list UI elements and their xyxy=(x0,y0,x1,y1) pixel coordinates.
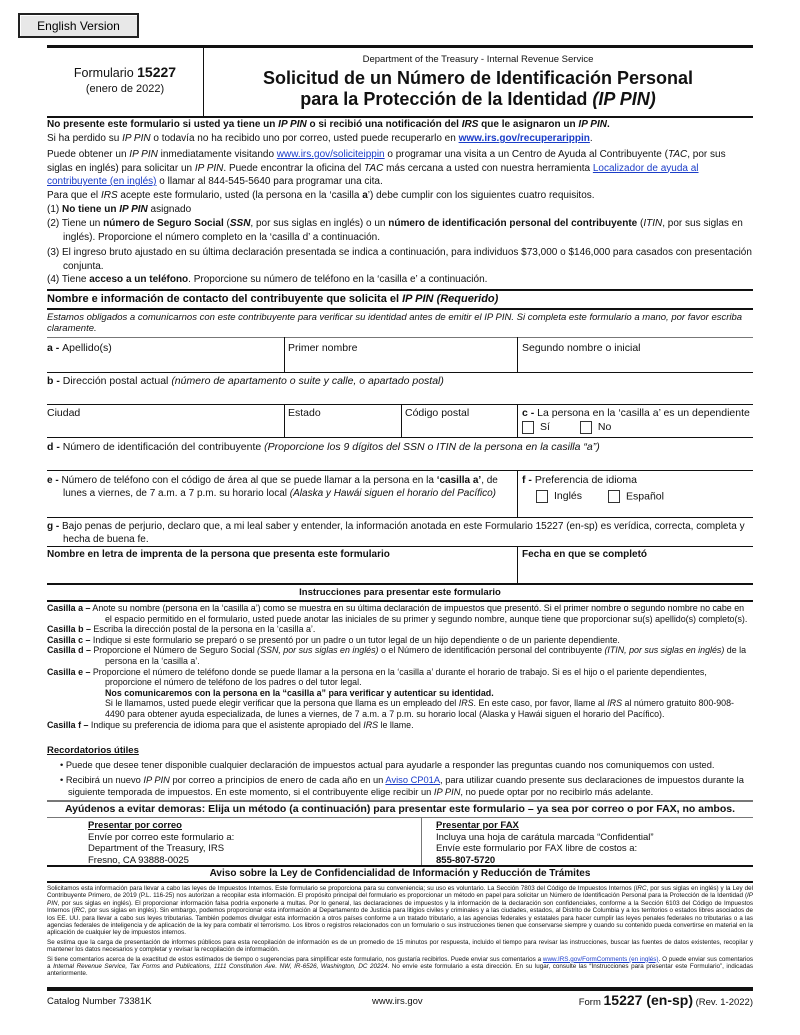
field-printed-name[interactable] xyxy=(47,549,515,582)
text-segment: (Proporcione los 9 dígitos del SSN o ITIN de la persona en la casilla “a”) xyxy=(264,441,600,453)
instructions-list xyxy=(47,603,753,730)
instruction-key: Casilla d – xyxy=(47,645,91,656)
field-zip[interactable] xyxy=(405,407,517,437)
text-segment: IP PIN xyxy=(47,892,753,907)
text-segment: , para utilizar cuando presente sus declaraciones de impuestos durante la siguiente temporada de impuestos. En este momento, si el contribuyente elige recibir un xyxy=(68,775,744,797)
text-segment: , por sus siglas en inglés). Sin embargo, podemos proporcionar esta información al Departamento de Justicia para litigios civiles y criminales y a las ciudades, estados, al Distrito de Columbia y a los territorios o estados libres asociados de los EE. UU. para llevar a cabo sus leyes tributarias. También podemos divulgar esta información a otros países conforme a un tratado tributario, a las agencias federales y estatales para hacer cumplir las leyes penales federales no tributarias o a las agencias federales de inteligencia y de aplicación de la ley para combatir el terrorismo. Los libros o registros relacionados con un formulario o sus instrucciones tienen que conservarse siempre y cuando su contenido pueda convertirse en material en la aplicación de cualquier ley de impuestos internos. xyxy=(47,907,753,937)
divider xyxy=(517,337,518,372)
form-label: Formulario xyxy=(73,66,134,80)
text-segment: , por sus siglas en inglés) y la Ley del Contribuyente Primero, de 2019 (P.L. 116-25) nos autorizan a recopilar esta información. El propósito principal del formulario es proporcionar un método en papel para solicitar un Número de Identificación Personal para la Protección de la Identidad ( xyxy=(47,885,753,900)
divider xyxy=(47,817,753,818)
text-segment: (1) xyxy=(47,204,62,215)
text-segment: (número de apartamento o suite y calle, o apartado postal) xyxy=(171,375,444,387)
instruction-note xyxy=(47,688,753,699)
text-segment: o todavía no ha recibido uno por correo, usted puede recuperarlo en xyxy=(150,133,459,144)
text-segment: • Puede que desee tener disponible cualquier declaración de impuestos actual para ayudarle a responder las preguntas cuando nos comuniquemos con usted. xyxy=(60,760,715,770)
text-segment: . xyxy=(606,119,610,130)
label xyxy=(47,441,600,453)
instruction-key: Casilla c – xyxy=(47,634,91,645)
divider xyxy=(47,583,753,585)
field-taxpayer-id[interactable] xyxy=(47,441,753,470)
requirement-4 xyxy=(47,273,753,287)
instruction-key: Casilla e – xyxy=(47,666,91,677)
instruction-item xyxy=(47,603,753,624)
text-segment: . xyxy=(589,133,593,144)
label: Fecha en que se completó xyxy=(522,549,648,560)
mail-line: Fresno, CA 93888-0025 xyxy=(88,854,189,866)
revision: (Rev. 1-2022) xyxy=(692,997,753,1008)
spanish-label: Español xyxy=(626,490,664,503)
divider xyxy=(47,865,753,867)
mail-option xyxy=(88,820,234,866)
text-segment: , por sus siglas en inglés). El proporcionar información falsa podría exponerle a multas. Por lo general, las declaraciones de impuestos y la información de la declaración son confidenciales, conforme a la Sección 6103 del Código de Impuestos Internos ( xyxy=(47,899,753,915)
text-segment: más cercana a usted con nuestra herramienta xyxy=(383,162,593,174)
text-segment: o si recibió una notificación del xyxy=(306,119,462,130)
text-segment: , por sus siglas en inglés) o un xyxy=(250,218,389,229)
text-segment: ’) debe cumplir con los siguientes cuatro requisitos. xyxy=(367,190,595,201)
text-segment: Número de identificación del contribuyente xyxy=(62,441,265,453)
text-segment: IRC xyxy=(73,907,85,915)
english-version-button[interactable]: English Version xyxy=(18,13,139,38)
text-segment: a xyxy=(362,190,368,201)
text-segment: o programar una visita a un Centro de Ayuda al Contribuyente ( xyxy=(384,149,668,160)
text-segment: a - xyxy=(47,342,63,354)
text-segment: acceso a un teléfono xyxy=(89,274,189,285)
fax-line: Incluya una hoja de carátula marcada “Confidential” xyxy=(436,831,654,843)
text-segment: Preferencia de idioma xyxy=(534,474,637,486)
fax-number: 855-807-5720 xyxy=(436,854,496,866)
text-segment: IRS xyxy=(363,719,379,730)
text-segment: (3) El ingreso bruto ajustado en su última declaración presentada se indica a continuación, para individuos $73,000 o $146,000 para casados con presentación conjunta. xyxy=(47,247,752,272)
text-segment: Bajo penas de perjurio, declaro que, a mi leal saber y entender, la información anotada en este Formulario 15227 (en-sp) es verídica, correcta, completa y hecha de buena fe. xyxy=(62,521,745,545)
text-segment: c - xyxy=(522,407,538,419)
text-segment: ( xyxy=(223,218,230,229)
text-segment: • Recibirá un nuevo xyxy=(60,775,144,785)
text-segment: asignado xyxy=(147,204,192,215)
instruction-key: Casilla a – xyxy=(47,603,91,613)
divider xyxy=(47,289,753,291)
text-segment: de la persona en la ‘casilla a’. xyxy=(105,645,747,666)
field-last-name[interactable] xyxy=(47,342,284,372)
mail-line: Envíe por correo este formulario a: xyxy=(88,831,235,843)
form-number-value: 15227 xyxy=(137,64,177,80)
text-segment: d - xyxy=(47,441,63,453)
perjury-statement xyxy=(47,520,753,546)
dependent-no-checkbox[interactable] xyxy=(580,421,592,434)
text-segment: Solicitamos esta información para llevar a cabo las leyes de Impuestos Internos. Este formulario se proporciona para su conveniencia; su uso es voluntario. La Sección 7803 del Código de Impuestos Internos ( xyxy=(47,885,636,892)
text-segment: b - xyxy=(47,375,63,387)
text-segment: Proporcione el número de teléfono donde se puede llamar a la persona en la ‘casilla a’ durante el horario de trabajo. Si es el hijo o el pariente dependientes, proporcione el número de teléfono de los padres o del tutor legal. xyxy=(90,666,707,688)
text-segment: Si ha perdido su xyxy=(47,133,123,144)
field-dependent xyxy=(522,406,753,434)
title-text: para la Protección de la Identidad xyxy=(300,89,593,109)
instruction-item xyxy=(47,720,753,731)
divider xyxy=(421,818,422,865)
label xyxy=(47,342,112,354)
divider xyxy=(47,546,753,547)
text-segment: Indique si este formulario se preparó o se presentó por un padre o un tutor legal de un hijo dependiente o de un pariente dependiente. xyxy=(90,634,620,645)
instruction-item xyxy=(47,645,753,666)
text-segment: Anote su nombre (persona en la ‘casilla a’) como se muestra en su última declaración de impuestos que presentó. Si el primer nombre o segundo nombre no cabe en el espacio permitido en el formulario, usted puede anotar las iniciales de su primer y segundo nombre, aunque tiene que proporcionar su(s) apellido(s) completo(s). xyxy=(90,603,748,624)
title-line-2 xyxy=(203,89,753,110)
text-segment: g - xyxy=(47,521,62,532)
intro-requirements xyxy=(47,189,753,203)
text-segment: , no puede optar por no recibirlo más adelante. xyxy=(460,787,654,797)
text-segment: IRS xyxy=(458,698,474,709)
text-segment: acepte este formulario, usted (la persona en la ‘casilla xyxy=(117,190,363,201)
label: Código postal xyxy=(405,407,470,419)
text-segment: TAC xyxy=(667,149,688,160)
section-note: Estamos obligados a comunicarnos con este contribuyente para verificar su identidad antes de emitir el IP PIN. Si completa este formulario a mano, por favor escriba claramente. xyxy=(47,312,743,334)
instruction-item xyxy=(47,624,753,635)
label xyxy=(47,375,444,387)
text-segment: ‘casilla a’ xyxy=(436,475,482,486)
instruction-key: Casilla b – xyxy=(47,624,91,635)
requirement-2 xyxy=(47,217,753,245)
text-segment: . O puede enviar sus comentarios a xyxy=(47,955,753,971)
warning-line xyxy=(47,118,753,132)
reminder-item xyxy=(60,759,750,771)
divider xyxy=(47,45,753,48)
text-segment: Si tiene comentarios acerca de la exactitud de estos estimados de tiempo o sugerencias para simplificar este formulario, nos gustaría recibirlos. Puede enviar sus comentarios a xyxy=(47,955,543,963)
divider xyxy=(47,987,753,991)
title-ip-pin: (IP PIN) xyxy=(592,89,656,109)
field-date[interactable] xyxy=(522,549,753,582)
text-segment: IP PIN xyxy=(119,204,148,215)
link[interactable]: Localizador de ayuda al contribuyente (en inglés) xyxy=(47,162,699,187)
text-segment: que le asignaron un xyxy=(478,119,579,130)
privacy-paragraph xyxy=(47,956,753,978)
text-segment: IRS xyxy=(607,698,623,709)
form-date: (enero de 2022) xyxy=(85,83,165,95)
text-segment: TAC xyxy=(364,162,384,174)
form-prefix: Form xyxy=(578,997,604,1008)
text-segment: Escriba la dirección postal de la persona en la ‘casilla a’. xyxy=(90,624,316,635)
text-segment: IP PIN xyxy=(402,293,434,305)
section-heading xyxy=(47,292,753,306)
text-segment: Puede obtener un xyxy=(47,149,130,160)
text-segment: IP PIN xyxy=(578,119,607,130)
divider xyxy=(47,308,753,310)
divider xyxy=(47,800,753,802)
divider xyxy=(47,404,753,405)
text-segment: La persona en la ‘casilla a’ es un dependiente xyxy=(537,407,750,419)
text-segment: . Proporcione su número de teléfono en la ‘casilla e’ a continuación. xyxy=(188,274,488,285)
no-label: No xyxy=(597,421,612,433)
text-segment: f - xyxy=(522,474,535,486)
text-segment: IP PIN xyxy=(194,162,224,174)
divider xyxy=(517,404,518,437)
intro-warning xyxy=(47,118,753,146)
reminders-title: Recordatorios útiles xyxy=(47,745,139,756)
text-segment: No presente este formulario si usted ya tiene un xyxy=(47,119,279,130)
field-address[interactable] xyxy=(47,375,753,404)
reminder-item xyxy=(60,774,750,798)
fax-title: Presentar por FAX xyxy=(436,820,519,831)
text-segment: o llamar al 844-545-5640 para programar una cita. xyxy=(156,176,383,187)
text-segment: IRS xyxy=(100,190,118,201)
text-segment: Proporcione el Número de Seguro Social xyxy=(90,645,258,656)
link[interactable]: www.irs.gov/recuperarippin xyxy=(458,133,590,144)
mail-line: Department of the Treasury, IRS xyxy=(88,843,225,854)
text-segment: (Requerido) xyxy=(433,293,499,305)
text-segment: (4) Tiene xyxy=(47,274,90,285)
mail-title: Presentar por correo xyxy=(88,820,182,831)
text-segment: IP PIN xyxy=(129,149,158,160)
title-line-1: Solicitud de un Número de Identificación Personal xyxy=(262,68,694,88)
divider xyxy=(47,372,753,373)
label xyxy=(47,475,498,499)
text-segment: Número de teléfono con el código de área al que se puede llamar a la persona en la xyxy=(61,475,437,486)
text-segment: SSN xyxy=(229,218,251,229)
text-segment: inmediatamente visitando xyxy=(157,149,277,160)
label: Nombre en letra de imprenta de la persona que presenta este formulario xyxy=(47,549,390,560)
text-segment: por correo a principios de enero de cada año en un xyxy=(169,775,386,785)
divider xyxy=(284,404,285,437)
page-title xyxy=(203,68,753,110)
text-segment: ITIN xyxy=(643,218,663,229)
text-segment: Se estima que la carga de presentación de informes públicos para esta recopilación de información es de un promedio de 15 minutos por respuesta, incluido el tiempo para revisar las instrucciones, buscar las fuentes de datos existentes, recopilar y mantener los datos necesarios y completar y revisar la recopilación de información. xyxy=(47,938,753,954)
link[interactable]: www.IRS.gov/FormComments (en inglés) xyxy=(542,955,659,963)
label xyxy=(522,406,753,420)
instruction-item xyxy=(47,667,753,688)
privacy-paragraph xyxy=(47,939,753,954)
text-segment: e - xyxy=(47,475,62,486)
privacy-paragraph xyxy=(47,885,753,937)
dependent-yes-checkbox[interactable] xyxy=(522,421,534,434)
text-segment: Dirección postal actual xyxy=(62,375,172,387)
divider xyxy=(517,470,518,517)
text-segment: número de Seguro Social xyxy=(103,218,224,229)
text-segment: Nombre e información de contacto del contribuyente que solicita el xyxy=(47,293,403,305)
label xyxy=(522,474,753,486)
field-middle-name[interactable] xyxy=(522,342,753,372)
language-spanish-checkbox[interactable] xyxy=(608,490,620,503)
footer-site: www.irs.gov xyxy=(372,996,423,1007)
text-segment: (SSN, por sus siglas en inglés) xyxy=(257,645,379,656)
text-segment: ( xyxy=(637,218,644,229)
label: Segundo nombre o inicial xyxy=(522,342,641,354)
text-segment: IRS xyxy=(461,119,479,130)
requirement-3 xyxy=(47,246,753,274)
field-first-name[interactable] xyxy=(288,342,517,372)
text-segment: le llame. xyxy=(378,719,414,730)
text-segment: . Puede encontrar la oficina del xyxy=(223,162,365,174)
text-segment: Internal Revenue Service, Tax Forms and Publications, 1111 Constitution Ave. NW, IR-6526, Washington, DC 20224 xyxy=(53,963,388,971)
yes-label: Sí xyxy=(540,421,550,433)
text-segment: (ITIN, por sus siglas en inglés) xyxy=(604,645,725,656)
divider xyxy=(47,517,753,518)
text-segment: , por sus siglas en inglés). Proporcione el número completo en la ‘casilla d’ a continuación. xyxy=(63,218,743,243)
recover-line xyxy=(47,132,753,146)
text-segment: (2) Tiene un xyxy=(47,218,104,229)
fax-line: Envíe este formulario por FAX libre de costos a: xyxy=(436,843,638,854)
instruction-key: Casilla f – xyxy=(47,719,89,730)
label: Estado xyxy=(288,407,321,419)
text-segment: o el Número de identificación personal del contribuyente xyxy=(378,645,605,656)
agency: Department of the Treasury - Internal Revenue Service xyxy=(362,54,594,65)
text-segment: , de lunes a viernes, de 7 a.m. a 7 p.m. su horario local xyxy=(63,475,498,499)
text-segment: Para que el xyxy=(47,190,101,201)
field-city[interactable] xyxy=(47,407,284,437)
instruction-item xyxy=(47,635,753,646)
field-state[interactable] xyxy=(288,407,401,437)
instructions-title: Instrucciones para presentar este formulario xyxy=(299,587,501,598)
text-segment: No tiene un xyxy=(62,204,120,215)
catalog-number: Catalog Number 73381K xyxy=(47,996,152,1007)
divider xyxy=(517,546,518,583)
text-segment: Apellido(s) xyxy=(62,342,112,354)
text-segment: al número gratuito 800-908-4490 para obtener ayuda especializada, de lunes a viernes, de 7 a.m. a 7 p.m. su horario local (Alaska y Hawái siguen el horario del Pacífico). xyxy=(105,698,735,719)
reminders-list xyxy=(60,759,750,801)
language-english-checkbox[interactable] xyxy=(536,490,548,503)
text-segment: Indique su preferencia de idioma para que el asistente apropiado del xyxy=(88,719,364,730)
requirement-1 xyxy=(47,203,753,217)
form-number xyxy=(47,64,203,80)
divider xyxy=(284,337,285,372)
field-language xyxy=(522,474,753,503)
text-segment: . No envíe este formulario a esta dirección. En su lugar, consulte las “Instrucciones para presentar este Formulario”, indicadas anteriormente. xyxy=(47,963,753,978)
intro-obtain xyxy=(47,148,753,189)
privacy-title: Aviso sobre la Ley de Confidencialidad de Información y Reducción de Trámites xyxy=(209,868,591,879)
divider xyxy=(401,404,402,437)
divider xyxy=(47,470,753,471)
text-segment: IRC xyxy=(635,885,647,892)
text-segment: IP PIN xyxy=(122,133,151,144)
divider xyxy=(47,437,753,438)
text-segment: IP PIN xyxy=(143,775,170,785)
divider xyxy=(47,600,753,602)
footer-form-id xyxy=(579,992,753,1008)
text-segment: Nos comunicaremos con la persona en la “casilla a” para verificar y autenticar su identidad. xyxy=(105,687,494,698)
submit-heading: Ayúdenos a evitar demoras: Elija un método (a continuación) para presentar este formulario – ya sea por correo o por FAX, no ambos. xyxy=(64,803,736,815)
form-number: 15227 (en-sp) xyxy=(603,992,693,1008)
text-segment: IP PIN xyxy=(433,787,461,797)
divider xyxy=(47,881,753,883)
text-segment: IP PIN xyxy=(278,119,307,130)
link[interactable]: www.irs.gov/soliciteippin xyxy=(276,149,385,160)
text-segment: . En este caso, por favor, llame al xyxy=(473,698,608,709)
instruction-note xyxy=(47,698,753,719)
fax-option xyxy=(436,820,654,866)
label: Ciudad xyxy=(47,407,81,419)
link[interactable]: Aviso CP01A xyxy=(385,775,441,785)
text-segment: , por sus siglas en inglés) para solicitar un xyxy=(47,149,726,174)
text-segment: número de identificación personal del contribuyente xyxy=(388,218,638,229)
label: Primer nombre xyxy=(288,342,358,354)
divider xyxy=(47,337,753,338)
text-segment: (Alaska y Hawái siguen el horario del Pacífico) xyxy=(289,488,497,499)
english-label: Inglés xyxy=(554,490,583,503)
privacy-notice xyxy=(47,885,753,978)
text-segment: Si le llamamos, usted puede elegir verificar que la persona que llama es un empleado del xyxy=(105,698,459,709)
field-phone[interactable] xyxy=(47,474,515,500)
